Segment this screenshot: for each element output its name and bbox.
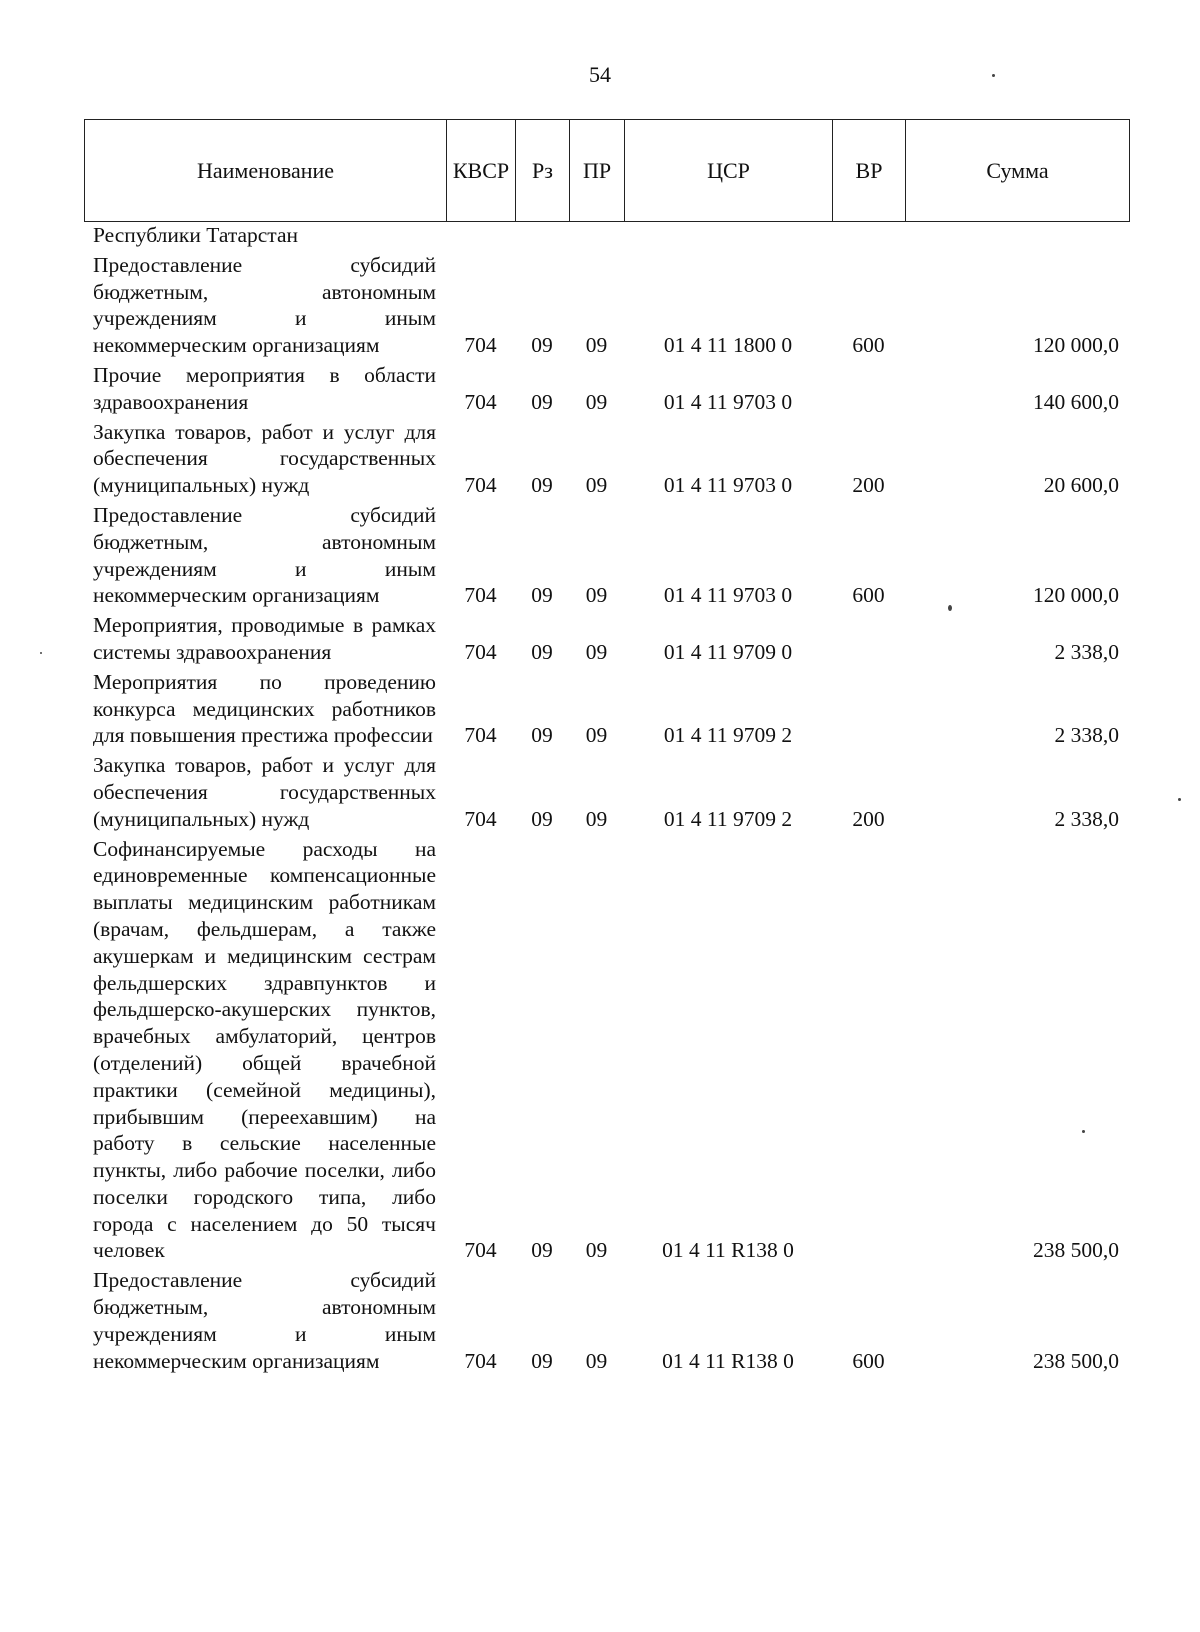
row-pr: 09 xyxy=(585,333,608,358)
row-rz: 09 xyxy=(531,333,553,358)
column-header-sum: Сумма xyxy=(906,120,1130,222)
row-name: Прочие мероприятия в области здравоохранения xyxy=(93,362,436,414)
table-header xyxy=(84,119,1130,222)
row-csr: 01 4 11 9709 0 xyxy=(663,639,793,664)
row-kvsr: 704 xyxy=(464,389,497,414)
row-vr: 200 xyxy=(852,473,885,498)
row-sum xyxy=(905,222,1129,249)
row-csr: 01 4 11 9709 2 xyxy=(663,806,793,831)
row-csr: 01 4 11 9703 0 xyxy=(663,389,793,414)
row-rz: 09 xyxy=(531,389,553,414)
table-row xyxy=(84,833,1129,1265)
row-kvsr: 704 xyxy=(464,1348,497,1373)
row-vr: 600 xyxy=(852,1348,885,1373)
row-pr: 09 xyxy=(585,1348,608,1373)
row-pr: 09 xyxy=(585,389,608,414)
row-rz: 09 xyxy=(531,723,553,748)
scan-speck xyxy=(40,652,42,654)
row-kvsr: 704 xyxy=(464,583,497,608)
row-csr: 01 4 11 9709 2 xyxy=(663,723,793,748)
column-header-rz: Рз xyxy=(516,120,570,222)
row-csr: 01 4 11 1800 0 xyxy=(663,333,793,358)
row-name: Мероприятия, проводимые в рамках системы здравоохранения xyxy=(93,613,436,664)
table-row xyxy=(84,222,1129,249)
row-kvsr: 704 xyxy=(464,473,497,498)
table-row xyxy=(84,249,1129,359)
row-rz xyxy=(515,222,569,249)
row-kvsr: 704 xyxy=(464,723,497,748)
row-name: Предоставление субсидий бюджетным, автономным учреждениям и иным некоммерческим организациям xyxy=(93,502,436,608)
row-sum: 120 000,0 xyxy=(1033,583,1119,608)
table-row xyxy=(84,666,1129,749)
table-row xyxy=(84,1264,1129,1374)
row-kvsr: 704 xyxy=(464,806,497,831)
row-vr xyxy=(832,609,905,666)
row-csr: 01 4 11 R138 0 xyxy=(662,1238,794,1263)
row-pr xyxy=(569,222,624,249)
scan-speck xyxy=(992,74,995,77)
row-name: Закупка товаров, работ и услуг для обеспечения государственных (муниципальных) нужд xyxy=(93,753,436,831)
row-vr xyxy=(832,833,905,1265)
budget-table xyxy=(84,222,1129,1374)
row-name: Мероприятия по проведению конкурса медицинских работников для повышения престижа профессии xyxy=(93,669,436,748)
row-pr: 09 xyxy=(585,583,608,608)
row-pr: 09 xyxy=(585,473,608,498)
row-csr: 01 4 11 R138 0 xyxy=(662,1348,794,1373)
row-csr: 01 4 11 9703 0 xyxy=(663,473,793,498)
row-vr: 600 xyxy=(852,333,885,358)
scan-speck xyxy=(1082,1130,1085,1133)
column-header-csr: ЦСР xyxy=(625,120,833,222)
row-name: Софинансируемые расходы на единовременные компенсационные выплаты медицинским работникам (врачам, фельдшерам, а также акушеркам и медицинским сестрам фельдшерских здравпунктов и фельдшерско-акушерских пунктов, врачебных амбулаторий, центров (отделений) общей врачебной практики (семейной медицины), прибывшим (переехавшим) на работу в сельские населенные пункты, либо рабочие поселки, либо поселки городского типа, либо города с населением до 50 тысяч человек xyxy=(93,836,436,1263)
row-vr xyxy=(832,359,905,416)
row-pr: 09 xyxy=(585,1238,608,1263)
row-sum: 140 600,0 xyxy=(1033,389,1119,414)
row-name: Предоставление субсидий бюджетным, автономным учреждениям и иным некоммерческим организациям xyxy=(93,252,436,358)
row-rz: 09 xyxy=(531,583,553,608)
row-pr: 09 xyxy=(585,806,608,831)
row-name: Закупка товаров, работ и услуг для обеспечения государственных (муниципальных) нужд xyxy=(93,419,436,498)
row-rz: 09 xyxy=(531,639,553,664)
row-vr xyxy=(832,222,905,249)
column-header-kvsr: КВСР xyxy=(447,120,516,222)
row-sum: 2 338,0 xyxy=(1054,639,1119,664)
row-name: Предоставление субсидий бюджетным, автономным учреждениям и иным некоммерческим организациям xyxy=(93,1268,436,1373)
scan-speck xyxy=(1178,798,1181,801)
row-pr: 09 xyxy=(585,639,608,664)
scan-speck xyxy=(948,605,952,611)
row-vr xyxy=(832,666,905,749)
table-row xyxy=(84,359,1129,416)
column-header-vr: ВР xyxy=(833,120,906,222)
column-header-pr: ПР xyxy=(570,120,625,222)
row-vr: 600 xyxy=(852,583,885,608)
row-kvsr xyxy=(446,222,515,249)
table-row xyxy=(84,749,1129,832)
row-sum: 120 000,0 xyxy=(1033,333,1119,358)
row-vr: 200 xyxy=(852,806,885,831)
page-number: 54 xyxy=(589,62,611,87)
table-row xyxy=(84,609,1129,666)
table-row xyxy=(84,499,1129,609)
row-sum: 2 338,0 xyxy=(1054,723,1119,748)
row-rz: 09 xyxy=(531,1238,553,1263)
column-header-name: Наименование xyxy=(85,120,447,222)
row-rz: 09 xyxy=(531,806,553,831)
row-sum: 2 338,0 xyxy=(1054,806,1119,831)
row-name: Республики Татарстан xyxy=(93,223,299,247)
row-sum: 20 600,0 xyxy=(1043,473,1119,498)
row-kvsr: 704 xyxy=(464,333,497,358)
row-csr: 01 4 11 9703 0 xyxy=(663,583,793,608)
row-csr xyxy=(624,222,832,249)
row-kvsr: 704 xyxy=(464,1238,497,1263)
row-sum: 238 500,0 xyxy=(1033,1238,1119,1263)
row-kvsr: 704 xyxy=(464,639,497,664)
row-sum: 238 500,0 xyxy=(1033,1348,1119,1373)
row-rz: 09 xyxy=(531,473,553,498)
row-pr: 09 xyxy=(585,723,608,748)
table-row xyxy=(84,416,1129,499)
row-rz: 09 xyxy=(531,1348,553,1373)
